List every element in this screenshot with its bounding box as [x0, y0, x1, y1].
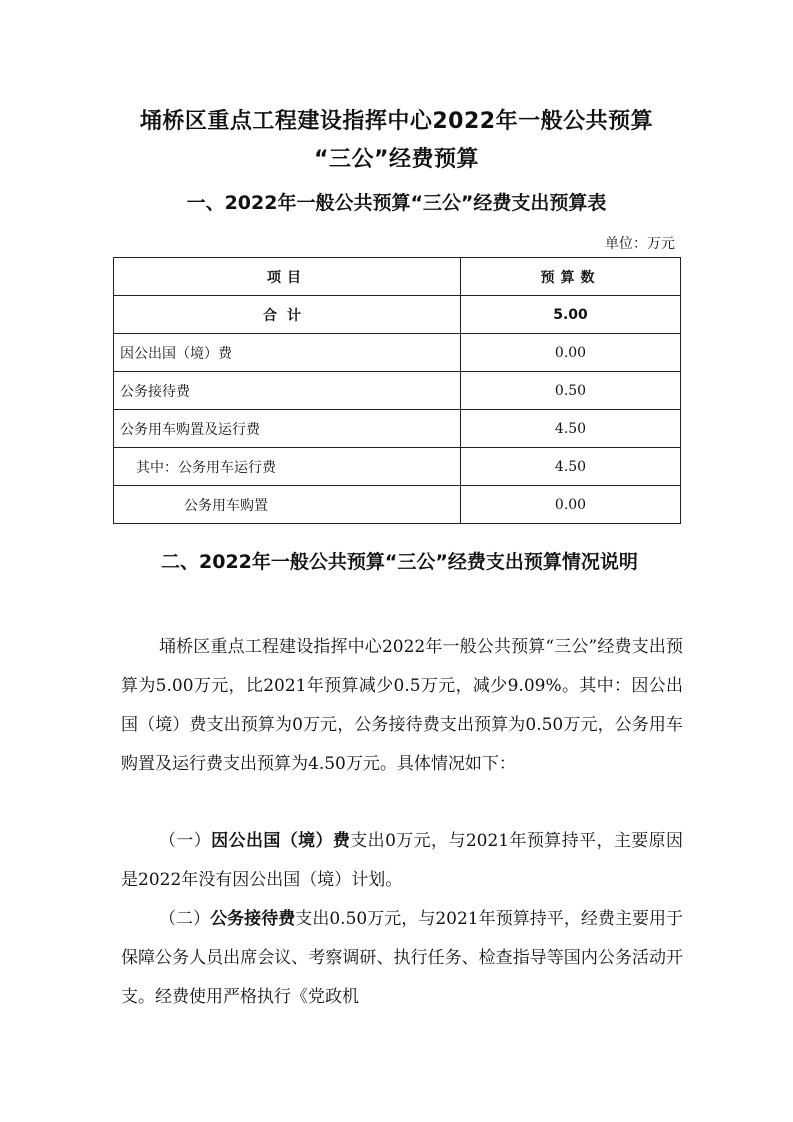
row-value: 4.50: [461, 410, 681, 448]
header-item: 项目: [114, 258, 461, 296]
row-value: 0.50: [461, 372, 681, 410]
paragraph-prefix: （一）: [159, 831, 212, 851]
table-row: [114, 486, 681, 524]
table-row: [114, 448, 681, 486]
paragraph-prefix: （二）: [159, 909, 211, 929]
row-label: 其中：公务用车运行费: [114, 448, 461, 486]
header-amount: 预算数: [461, 258, 681, 296]
total-label: 合计: [114, 296, 461, 334]
table-row: [114, 372, 681, 410]
row-label: 公务用车购置: [114, 486, 461, 524]
paragraph-reception: [121, 900, 683, 1017]
section2-title: 二、2022年一般公共预算“三公”经费支出预算情况说明: [161, 551, 638, 573]
paragraph-bold-term: 因公出国（境）费: [211, 831, 351, 851]
row-value: 4.50: [461, 448, 681, 486]
paragraph-rest: 支出0.50万元，与2021年预算持平，经费主要用于保障公务人员出席会议、考察调研、执行任务、检查指导等国内公务活动开支。经费使用严格执行《党政机: [121, 909, 684, 1007]
row-label: 因公出国（境）费: [114, 334, 461, 372]
paragraph-rest: 支出0万元，与2021年预算持平，主要原因是2022年没有因公出国（境）计划。: [121, 831, 683, 890]
row-value: 0.00: [461, 334, 681, 372]
table-header-row: [114, 258, 681, 296]
paragraph-travel: [121, 822, 683, 900]
row-label: 公务用车购置及运行费: [114, 410, 461, 448]
row-value: 0.00: [461, 486, 681, 524]
document-title-line1: 埇桥区重点工程建设指挥中心2022年一般公共预算: [139, 109, 654, 134]
budget-table: [113, 257, 681, 524]
table-row: [114, 334, 681, 372]
table-total-row: [114, 296, 681, 334]
unit-label: 单位：万元: [605, 236, 675, 252]
paragraph-bold-term: 公务接待费: [210, 909, 296, 929]
row-label: 公务接待费: [114, 372, 461, 410]
total-value: 5.00: [461, 296, 681, 334]
document-title-line2: “三公”经费预算: [314, 147, 479, 172]
table-row: [114, 410, 681, 448]
section1-title: 一、2022年一般公共预算“三公”经费支出预算表: [186, 192, 607, 214]
paragraph-overview: 埇桥区重点工程建设指挥中心2022年一般公共预算“三公”经费支出预算为5.00万元，比2021年预算减少0.5万元，减少9.09%。其中：因公出国（境）费支出预算为0万元，公务接待费支出预算为0.50万元，公务用车购置及运行费支出预算为4.50万元。具体情况如下：: [121, 637, 683, 774]
